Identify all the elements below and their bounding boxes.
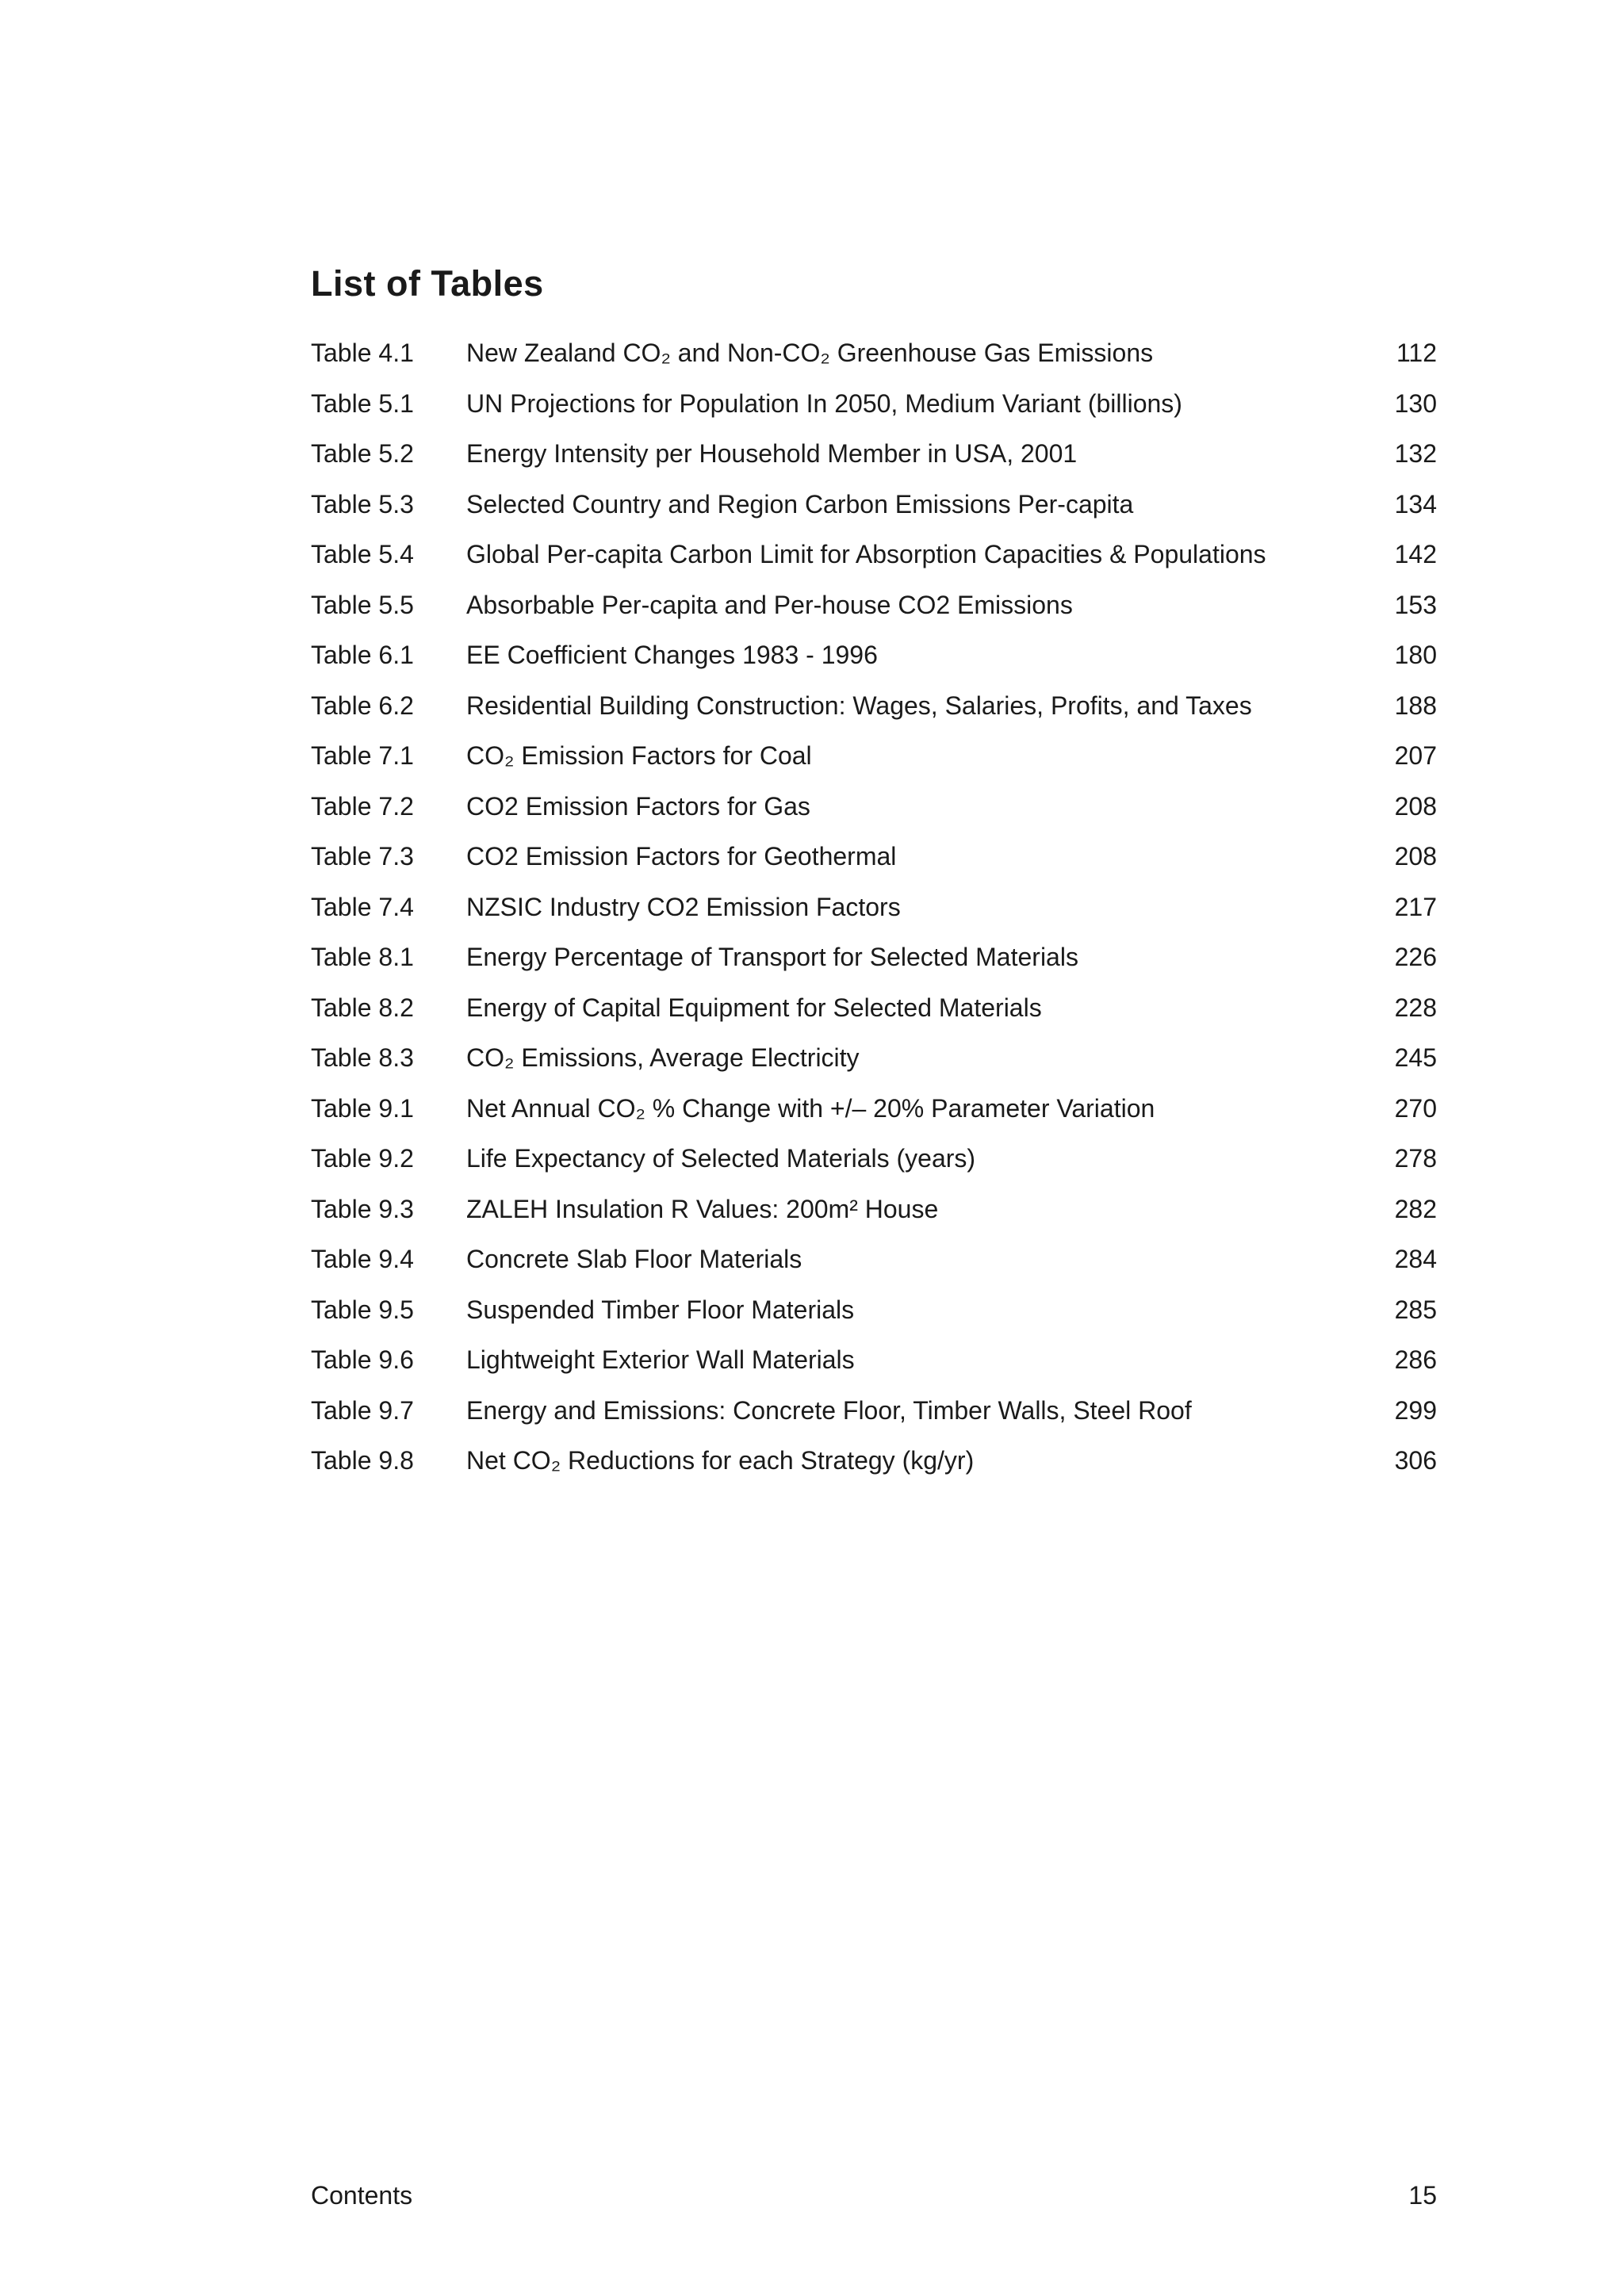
table-number: Table 5.2 (311, 439, 414, 468)
page-reference: 285 (1394, 1295, 1437, 1324)
table-number: Table 9.7 (311, 1395, 414, 1425)
toc-entry[interactable] (311, 534, 1437, 585)
footer-section-name: Contents (311, 2181, 413, 2210)
table-number: Table 5.1 (311, 388, 414, 418)
page-reference: 217 (1394, 892, 1437, 921)
page-reference: 188 (1394, 691, 1437, 720)
table-number: Table 9.4 (311, 1245, 414, 1273)
table-number: Table 9.5 (311, 1295, 414, 1324)
toc-entry[interactable] (311, 1441, 1437, 1491)
table-caption: Selected Country and Region Carbon Emissions Per-capita (466, 489, 1134, 519)
table-caption: Net CO₂ Reductions for each Strategy (kg/yr) (466, 1446, 975, 1475)
table-number: Table 9.8 (311, 1446, 414, 1475)
table-caption: CO2 Emission Factors for Gas (466, 791, 810, 821)
toc-entry[interactable] (311, 585, 1437, 636)
toc-entry[interactable] (311, 1290, 1437, 1341)
toc-entry[interactable] (311, 1189, 1437, 1240)
footer-page-number: 15 (1408, 2181, 1437, 2210)
table-number: Table 8.1 (311, 943, 414, 971)
table-caption: Energy and Emissions: Concrete Floor, Timber Walls, Steel Roof (466, 1395, 1192, 1425)
table-caption: Residential Building Construction: Wages, Salaries, Profits, and Taxes (466, 691, 1252, 720)
page-reference: 245 (1394, 1043, 1437, 1072)
toc-entry[interactable] (311, 887, 1437, 938)
toc-entry[interactable] (311, 384, 1437, 434)
toc-entry[interactable] (311, 736, 1437, 786)
page-reference: 142 (1394, 540, 1437, 568)
toc-entry[interactable] (311, 937, 1437, 988)
page-reference: 282 (1394, 1194, 1437, 1223)
table-caption: CO₂ Emission Factors for Coal (466, 741, 812, 770)
page-reference: 226 (1394, 943, 1437, 971)
table-caption: ZALEH Insulation R Values: 200m² House (466, 1194, 939, 1223)
table-caption: EE Coefficient Changes 1983 - 1996 (466, 641, 878, 669)
table-number: Table 6.1 (311, 641, 414, 669)
table-caption: New Zealand CO₂ and Non-CO₂ Greenhouse Gas Emissions (466, 339, 1154, 367)
toc-entry[interactable] (311, 988, 1437, 1039)
page-reference: 132 (1394, 439, 1437, 468)
page-title: List of Tables (311, 263, 544, 304)
table-caption: UN Projections for Population In 2050, Medium Variant (billions) (466, 388, 1182, 418)
list-of-tables (311, 333, 1437, 1491)
page-reference: 208 (1394, 842, 1437, 871)
page-reference: 180 (1394, 641, 1437, 669)
table-caption: Energy Percentage of Transport for Selected Materials (466, 943, 1078, 971)
table-number: Table 8.3 (311, 1043, 414, 1072)
table-number: Table 6.2 (311, 691, 414, 720)
table-caption: CO2 Emission Factors for Geothermal (466, 842, 897, 871)
page-reference: 134 (1394, 489, 1437, 519)
table-number: Table 5.5 (311, 590, 414, 619)
table-number: Table 9.2 (311, 1144, 414, 1173)
toc-entry[interactable] (311, 333, 1437, 384)
toc-entry[interactable] (311, 836, 1437, 887)
page-reference: 306 (1394, 1446, 1437, 1475)
table-number: Table 7.3 (311, 842, 414, 871)
table-caption: NZSIC Industry CO2 Emission Factors (466, 892, 901, 921)
table-caption: Global Per-capita Carbon Limit for Absorption Capacities & Populations (466, 540, 1266, 568)
table-number: Table 9.3 (311, 1194, 414, 1223)
table-number: Table 7.4 (311, 892, 414, 921)
table-caption: Absorbable Per-capita and Per-house CO2 Emissions (466, 590, 1073, 619)
toc-entry[interactable] (311, 1038, 1437, 1089)
toc-entry[interactable] (311, 434, 1437, 484)
table-caption: Life Expectancy of Selected Materials (years) (466, 1144, 976, 1173)
page-reference: 228 (1394, 993, 1437, 1022)
table-number: Table 5.4 (311, 540, 414, 568)
page-reference: 130 (1394, 388, 1437, 418)
toc-entry[interactable] (311, 484, 1437, 535)
toc-entry[interactable] (311, 635, 1437, 686)
table-caption: Net Annual CO₂ % Change with +/– 20% Parameter Variation (466, 1093, 1155, 1123)
toc-entry[interactable] (311, 786, 1437, 837)
table-number: Table 5.3 (311, 489, 414, 519)
table-caption: Energy Intensity per Household Member in USA, 2001 (466, 439, 1078, 468)
page-reference: 278 (1394, 1144, 1437, 1173)
page-reference: 153 (1394, 590, 1437, 619)
page-reference: 286 (1394, 1345, 1437, 1374)
page-reference: 208 (1394, 791, 1437, 821)
page-reference: 207 (1394, 741, 1437, 770)
table-number: Table 8.2 (311, 993, 414, 1022)
page-reference: 284 (1394, 1245, 1437, 1273)
table-caption: Concrete Slab Floor Materials (466, 1245, 802, 1273)
page-reference: 270 (1394, 1093, 1437, 1123)
table-number: Table 7.1 (311, 741, 414, 770)
table-caption: Lightweight Exterior Wall Materials (466, 1345, 855, 1374)
page-reference: 112 (1396, 339, 1437, 367)
toc-entry[interactable] (311, 686, 1437, 737)
toc-entry[interactable] (311, 1340, 1437, 1391)
toc-entry[interactable] (311, 1089, 1437, 1139)
table-number: Table 9.6 (311, 1345, 414, 1374)
table-caption: CO₂ Emissions, Average Electricity (466, 1043, 860, 1072)
table-caption: Suspended Timber Floor Materials (466, 1295, 855, 1324)
toc-entry[interactable] (311, 1138, 1437, 1189)
table-number: Table 9.1 (311, 1093, 414, 1123)
table-caption: Energy of Capital Equipment for Selected Materials (466, 993, 1042, 1022)
page-reference: 299 (1394, 1395, 1437, 1425)
toc-entry[interactable] (311, 1391, 1437, 1441)
toc-entry[interactable] (311, 1239, 1437, 1290)
table-number: Table 4.1 (311, 339, 414, 367)
table-number: Table 7.2 (311, 791, 414, 821)
